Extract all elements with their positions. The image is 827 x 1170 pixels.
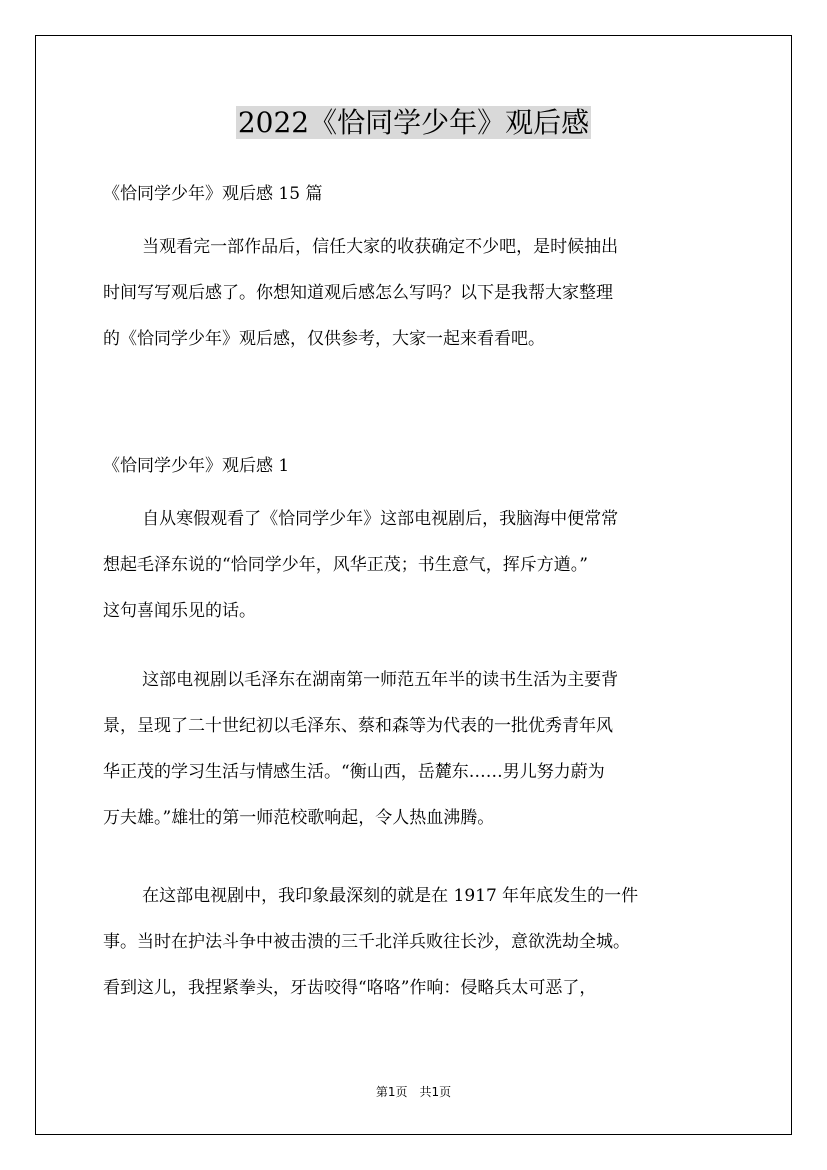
intro-line-3: 的《恰同学少年》观后感，仅供参考，大家一起来看看吧。 — [103, 329, 545, 349]
para3-line-1: 在这部电视剧中，我印象最深刻的就是在 1917 年年底发生的一件 — [142, 886, 639, 906]
para1-line-1: 自从寒假观看了《恰同学少年》这部电视剧后，我脑海中便常常 — [142, 509, 619, 529]
page-footer — [0, 1084, 827, 1100]
section-heading: 《恰同学少年》观后感 1 — [103, 456, 290, 476]
page-number-label: 第1页 共1页 — [375, 1085, 452, 1099]
intro-line-1: 当观看完一部作品后，信任大家的收获确定不少吧，是时候抽出 — [142, 237, 619, 257]
intro-paragraph — [103, 224, 743, 362]
para2-line-2: 景，呈现了二十世纪初以毛泽东、蔡和森等为代表的一批优秀青年风 — [103, 716, 613, 736]
paragraph-2 — [103, 657, 743, 841]
para2-line-1: 这部电视剧以毛泽东在湖南第一师范五年半的读书生活为主要背 — [142, 670, 619, 690]
para2-line-4: 万夫雄。”雄壮的第一师范校歌响起，令人热血沸腾。 — [103, 808, 495, 828]
document-title — [0, 104, 827, 142]
paragraph-1 — [103, 496, 743, 634]
intro-line-2: 时间写写观后感了。你想知道观后感怎么写吗？以下是我帮大家整理 — [103, 283, 613, 303]
document-title-text: 2022《恰同学少年》观后感 — [237, 106, 590, 139]
document-subtitle: 《恰同学少年》观后感 15 篇 — [103, 184, 323, 204]
para3-line-2: 事。当时在护法斗争中被击溃的三千北洋兵败往长沙，意欲洗劫全城。 — [103, 932, 630, 952]
para3-line-3: 看到这儿，我捏紧拳头，牙齿咬得“咯咯”作响：侵略兵太可恶了， — [103, 978, 597, 998]
para2-line-3: 华正茂的学习生活与情感生活。“衡山西，岳麓东……男儿努力蔚为 — [103, 762, 605, 782]
para1-line-2: 想起毛泽东说的“恰同学少年，风华正茂；书生意气，挥斥方遒。” — [103, 555, 588, 575]
para1-line-3: 这句喜闻乐见的话。 — [103, 601, 256, 621]
paragraph-3 — [103, 873, 743, 1011]
